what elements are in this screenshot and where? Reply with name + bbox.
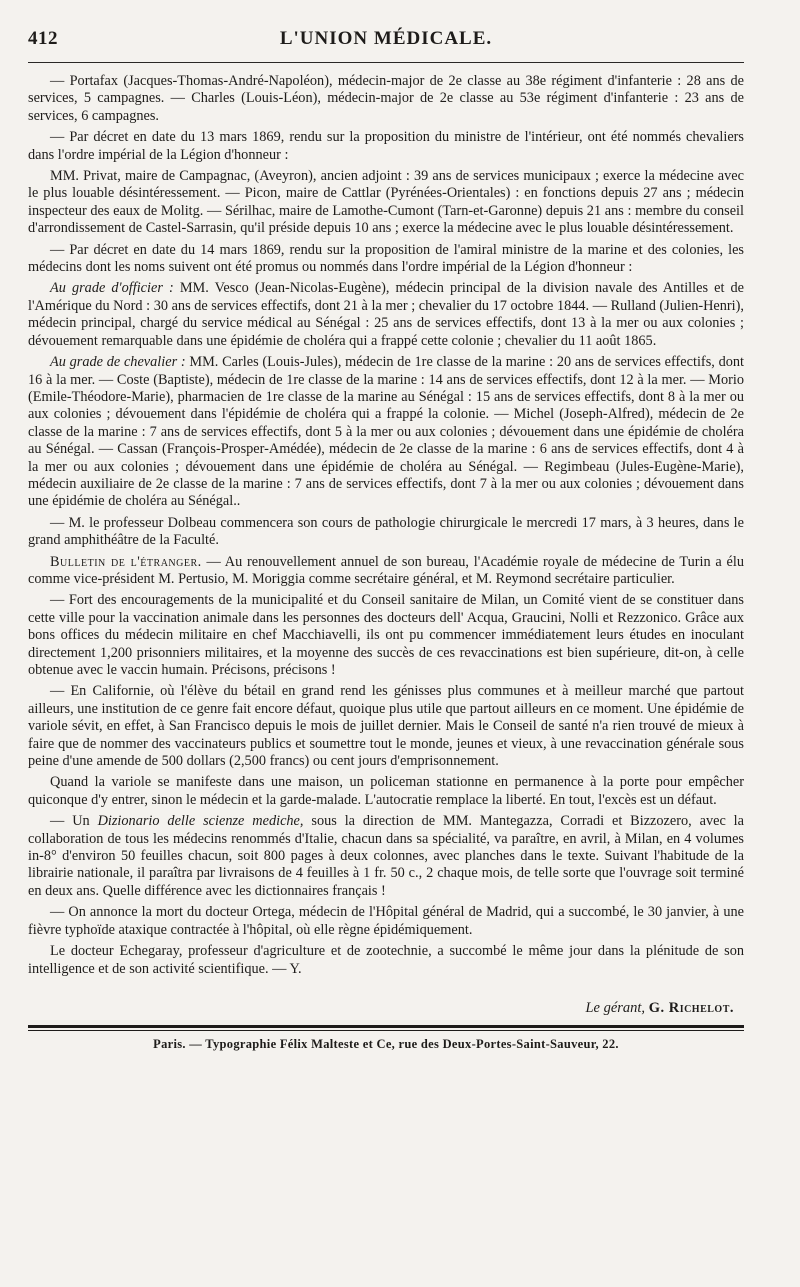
paragraph-text: Le docteur Echegaray, professeur d'agriculture et de zootechnie, a succombé le même jour dans la plénitude de son intelligence et de son activité scientifique. — Y. <box>28 943 744 977</box>
printer-imprint: Paris. — Typographie Félix Malteste et Ce, rue des Deux-Portes-Saint-Sauveur, 22. <box>153 1036 619 1051</box>
paragraph-text: — On annonce la mort du docteur Ortega, médecin de l'Hôpital général de Madrid, qui a succombé, le 30 janvier, à une fièvre typhoïde ataxique contractée à l'hôpital, où elle règne épidémiquement. <box>28 904 744 938</box>
paragraph-pre: — Un <box>50 813 98 830</box>
paragraph <box>28 683 744 770</box>
paragraph <box>28 943 744 978</box>
paragraph <box>28 592 744 679</box>
paragraph-text: MM. Carles (Louis-Jules), médecin de 1re classe de la marine : 20 ans de services effectifs, dont 16 à la mer. — Coste (Baptiste), médecin de 1re classe de la marine : 14 ans de services effectifs, dont 12 à la mer. — Morio (Emile-Théodore-Marie), pharmacien de 1re classe de la marine au Sénégal : 15 ans de services effectifs, dont 8 à la mer ou aux colonies ; dévouement dans l'épidémie de choléra qui a frappé la colonie. — Michel (Joseph-Alfred), médecin de 2e classe de la marine : 7 ans de services effectifs, dont 5 à la mer ou aux colonies ; dévouement dans une épidémie de choléra au Sénégal. — Cassan (François-Prosper-Amédée), médecin de 2e classe de la marine : 6 ans de services effectifs, dont 4 à la mer ou aux colonies ; dévouement dans une épidémie de choléra au Sénégal. — Regimbeau (Jules-Eugène-Marie), médecin auxiliaire de 2e classe de la marine : 7 ans de services effectifs, dont 7 à la mer ou aux colonies ; dévouement dans une épidémie de choléra au Sénégal.. <box>28 354 744 510</box>
paragraph <box>28 515 744 550</box>
paragraph <box>28 813 744 900</box>
paragraph-lead: Dizionario delle scienze mediche, <box>97 813 304 830</box>
signature-label: Le gérant, <box>585 999 646 1016</box>
paragraph-text: Quand la variole se manifeste dans une maison, un policeman stationne en permanence à la porte pour empêcher quiconque d'y entrer, sinon le médecin et la garde-malade. L'autocratie remplace la liberté. En tout, l'excès est un défaut. <box>28 774 744 808</box>
paragraph <box>28 774 744 809</box>
paragraph <box>28 354 744 511</box>
paragraph-text: — Par décret en date du 14 mars 1869, rendu sur la proposition de l'amiral ministre de la marine et des colonies, les médecins dont les noms suivent ont été promus ou nommés dans l'ordre impérial de la Légion d'honneur : <box>28 241 744 276</box>
signature <box>28 1000 744 1017</box>
paragraph-text: MM. Vesco (Jean-Nicolas-Eugène), médecin principal de la division navale des Antilles et de l'Amérique du Nord : 30 ans de services effectifs, dont 21 à la mer ; chevalier du 17 octobre 1844. — Rulland (Julien-Henri), médecin principal, chargé du service médical au Sénégal : 25 ans de services effectifs, dont 13 à la mer ou aux colonies ; dévouement remarquable dans une épidémie de choléra qui a frappé cette colonie ; chevalier du 11 août 1865. <box>28 280 744 349</box>
paragraph <box>28 904 744 939</box>
paragraph <box>28 73 744 125</box>
section-heading: Bulletin de l'étranger. <box>50 553 202 570</box>
footer-rule-thick <box>28 1025 744 1028</box>
page-number: 412 <box>28 28 58 49</box>
paragraph-text: — Portafax (Jacques-Thomas-André-Napoléon), médecin-major de 2e classe au 38e régiment d'infanterie : 28 ans de services, 5 campagnes. — Charles (Louis-Léon), médecin-major de 2e classe au 53e régiment d'infanterie : 23 ans de services, 6 campagnes. <box>28 73 744 124</box>
paragraph <box>28 242 744 277</box>
paragraph-text: — En Californie, où l'élève du bétail en grand rend les génisses plus communes et à meilleur marché que partout ailleurs, une institution de ce genre fait encore défaut, quoique plus utile que partout ailleurs en ce moment. Une épidémie de variole sévit, en effet, à San Francisco depuis le mois de juillet dernier. Mais le Conseil de santé n'a rien trouvé de mieux à faire que de nommer des vaccinateurs publics et soumettre tout le monde, jeunes et vieux, à une revaccination générale sous peine d'une amende de 500 dollars (2,500 francs) ou cent jours d'emprisonnement. <box>28 683 744 770</box>
paragraph-text: — Par décret en date du 13 mars 1869, rendu sur la proposition du ministre de l'intérieur, ont été nommés chevaliers dans l'ordre impérial de la Légion d'honneur : <box>28 129 744 163</box>
paragraph <box>28 168 744 238</box>
paragraph-text: MM. Privat, maire de Campagnac, (Aveyron), ancien adjoint : 39 ans de services municipaux ; exerce la médecine avec le plus louable désintéressement. — Picon, maire de Cattlar (Pyrénées-Orientales) : en fonctions depuis 27 ans ; médecin inspecteur des eaux de Molitg. — Sérilhac, maire de Lamothe-Cumont (Tarn-et-Garonne) depuis 21 ans : membre du conseil d'arrondissement de Castel-Sarrasin, qu'il préside depuis 10 ans ; exerce la médecine avec le plus louable désintéressement. <box>28 168 744 237</box>
paragraph <box>28 129 744 164</box>
header-rule <box>28 62 744 63</box>
paragraph <box>28 280 744 350</box>
article-body <box>28 73 744 978</box>
footer-rule-thin <box>28 1030 744 1031</box>
paragraph-text: sous la direction de MM. Mantegazza, Corradi et Bizzozero, avec la collaboration de tous les médecins renommés d'Italie, chacun dans sa spécialité, va paraître, en avril, à Milan, en 4 volumes in-8° d'environ 50 feuilles chacun, soit 800 pages à deux colonnes, avec planches dans le texte. Suivant l'habitude de la librairie nationale, il paraîtra par livraisons de 4 feuilles à 1 fr. 50 c., 2 chaque mois, de telle sorte que l'ouvrage soit terminé en deux ans. Quelle différence avec les dictionnaires français ! <box>28 813 744 899</box>
paragraph-text: — Fort des encouragements de la municipalité et du Conseil sanitaire de Milan, un Comité vient de se constituer dans cette ville pour la vaccination animale dans les personnes des docteurs dell' Acqua, Graucini, Nolli et Rezzonico. Grâce aux bons offices du médecin militaire en chef Macchiavelli, ils ont pu commencer immédiatement leurs études en inoculant directement 1,200 prisonniers militaires, et la moyenne des succès de ces revaccinations est bien supérieure, dit-on, à celle obtenue avec le vaccin humain. Précisons, précisons ! <box>28 592 744 678</box>
paragraph-lead: Au grade de chevalier : <box>50 354 186 371</box>
page-header <box>28 28 744 58</box>
running-title: L'UNION MÉDICALE. <box>279 28 493 49</box>
signature-name: G. Richelot. <box>648 999 734 1016</box>
paragraph-lead: Au grade d'officier : <box>50 280 174 297</box>
paragraph-text: — M. le professeur Dolbeau commencera son cours de pathologie chirurgicale le mercredi 17 mars, à 3 heures, dans le grand amphithéâtre de la Faculté. <box>28 514 744 549</box>
paragraph-text: — Au renouvellement annuel de son bureau, l'Académie royale de médecine de Turin a élu comme vice-président M. Pertusio, M. Moriggia comme secrétaire général, et M. Reymond secrétaire particulier. <box>28 553 744 587</box>
paragraph <box>28 554 744 589</box>
